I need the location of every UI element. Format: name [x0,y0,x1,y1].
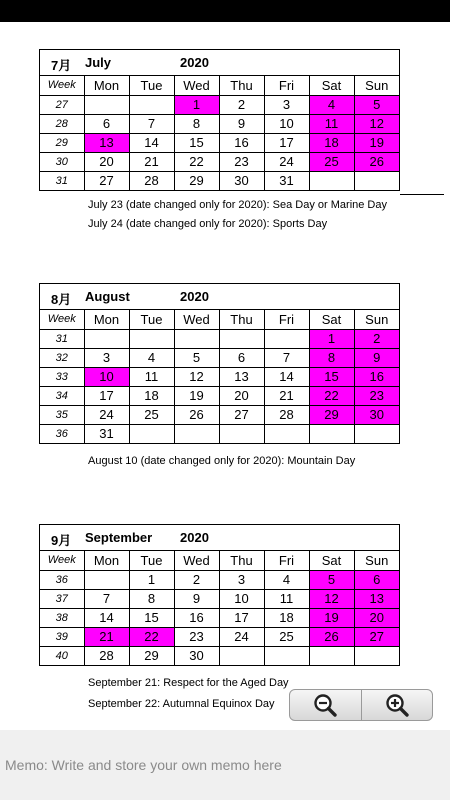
year: 2020 [180,55,209,70]
day-cell[interactable]: 17 [264,133,309,152]
empty-day-cell [129,95,174,114]
calendar-grid [40,551,399,665]
day-cell[interactable]: 27 [219,405,264,424]
day-cell[interactable]: 16 [354,367,399,386]
month-number: 7月 [51,58,72,73]
weekday-header: Tue [129,310,174,329]
day-cell[interactable]: 10 [84,367,129,386]
day-cell[interactable]: 9 [354,348,399,367]
day-cell[interactable]: 12 [174,367,219,386]
empty-day-cell [354,424,399,443]
week-number: 28 [40,114,84,133]
day-cell[interactable]: 23 [219,152,264,171]
week-number: 27 [40,95,84,114]
week-number: 31 [40,329,84,348]
week-row [40,405,399,424]
weekday-header: Thu [219,551,264,570]
week-header: Week [40,551,84,570]
day-cell[interactable]: 28 [264,405,309,424]
zoom-in-magnifier-icon [384,692,410,718]
status-bar [0,0,450,22]
weekday-header: Fri [264,310,309,329]
day-cell[interactable]: 18 [264,608,309,627]
day-cell[interactable]: 13 [219,367,264,386]
month-number: 8月 [51,292,72,307]
calendar-header [40,525,399,551]
day-cell[interactable]: 19 [354,133,399,152]
day-cell[interactable]: 12 [354,114,399,133]
year: 2020 [180,289,209,304]
day-cell[interactable]: 13 [354,589,399,608]
empty-day-cell [129,329,174,348]
week-row [40,367,399,386]
empty-day-cell [354,171,399,190]
month-name: September [85,530,153,545]
week-header: Week [40,310,84,329]
day-cell[interactable]: 24 [219,627,264,646]
weekday-header: Thu [219,310,264,329]
day-cell[interactable]: 15 [309,367,354,386]
week-number: 29 [40,133,84,152]
day-cell[interactable]: 18 [129,386,174,405]
day-cell[interactable]: 23 [174,627,219,646]
empty-day-cell [309,171,354,190]
day-cell[interactable]: 21 [129,152,174,171]
day-cell[interactable]: 16 [174,608,219,627]
weekday-header: Thu [219,76,264,95]
week-row [40,424,399,443]
day-cell[interactable]: 25 [129,405,174,424]
day-cell[interactable]: 13 [84,133,129,152]
holiday-note: August 10 (date changed only for 2020): Mountain Day [88,455,356,467]
empty-day-cell [174,424,219,443]
divider-line [400,194,444,195]
calendar-july [39,49,400,191]
zoom-in-button[interactable] [361,690,433,720]
calendar-august [39,283,400,444]
week-number: 33 [40,367,84,386]
zoom-out-magnifier-icon [312,692,338,718]
empty-day-cell [354,646,399,665]
week-number: 32 [40,348,84,367]
week-row [40,171,399,190]
day-cell[interactable]: 11 [264,589,309,608]
holiday-note: July 24 (date changed only for 2020): Sports Day [88,218,328,230]
day-cell[interactable]: 26 [174,405,219,424]
empty-day-cell [219,329,264,348]
day-cell[interactable]: 2 [354,329,399,348]
day-cell[interactable]: 22 [174,152,219,171]
calendar-header [40,284,399,310]
week-number: 37 [40,589,84,608]
day-cell[interactable]: 24 [264,152,309,171]
day-cell[interactable]: 30 [219,171,264,190]
month-number: 9月 [51,533,72,548]
day-cell[interactable]: 1 [129,570,174,589]
day-cell[interactable]: 28 [129,171,174,190]
empty-day-cell [264,424,309,443]
weekday-header: Mon [84,76,129,95]
week-row [40,589,399,608]
day-cell[interactable]: 8 [174,114,219,133]
day-cell[interactable]: 19 [174,386,219,405]
day-cell[interactable]: 1 [309,329,354,348]
weekday-header: Tue [129,76,174,95]
day-cell[interactable]: 16 [219,133,264,152]
day-cell[interactable]: 27 [354,627,399,646]
day-cell[interactable]: 30 [174,646,219,665]
week-number: 35 [40,405,84,424]
day-cell[interactable]: 26 [309,627,354,646]
day-cell[interactable]: 29 [174,171,219,190]
day-cell[interactable]: 17 [219,608,264,627]
empty-day-cell [84,570,129,589]
week-row [40,386,399,405]
day-cell[interactable]: 10 [219,589,264,608]
day-cell[interactable]: 20 [354,608,399,627]
week-row [40,646,399,665]
day-cell[interactable]: 26 [354,152,399,171]
holiday-note: September 22: Autumnal Equinox Day [88,698,275,710]
holiday-note: July 23 (date changed only for 2020): Sea Day or Marine Day [88,199,387,211]
weekday-header: Mon [84,310,129,329]
day-cell[interactable]: 4 [264,570,309,589]
weekday-header: Fri [264,551,309,570]
calendar-grid [40,310,399,443]
memo-placeholder: Memo: Write and store your own memo here [5,757,282,773]
day-cell[interactable]: 21 [84,627,129,646]
day-cell[interactable]: 6 [354,570,399,589]
day-cell[interactable]: 24 [84,405,129,424]
day-cell[interactable]: 6 [219,348,264,367]
week-number: 38 [40,608,84,627]
week-number: 36 [40,424,84,443]
day-cell[interactable]: 8 [309,348,354,367]
week-number: 40 [40,646,84,665]
calendar-grid [40,76,399,190]
week-row [40,133,399,152]
day-cell[interactable]: 14 [84,608,129,627]
holiday-note: September 21: Respect for the Aged Day [88,677,289,689]
week-row [40,348,399,367]
day-cell[interactable]: 1 [174,95,219,114]
week-row [40,152,399,171]
day-cell[interactable]: 23 [354,386,399,405]
empty-day-cell [174,329,219,348]
weekday-header: Fri [264,76,309,95]
week-number: 31 [40,171,84,190]
weekday-header: Wed [174,310,219,329]
day-cell[interactable]: 2 [174,570,219,589]
day-cell[interactable]: 31 [264,171,309,190]
month-name: August [85,289,130,304]
day-cell[interactable]: 12 [309,589,354,608]
day-cell[interactable]: 29 [309,405,354,424]
day-cell[interactable]: 6 [84,114,129,133]
week-number: 39 [40,627,84,646]
day-cell[interactable]: 4 [129,348,174,367]
day-cell[interactable]: 7 [129,114,174,133]
day-cell[interactable]: 28 [84,646,129,665]
day-cell[interactable]: 5 [174,348,219,367]
day-cell[interactable]: 30 [354,405,399,424]
week-row [40,95,399,114]
day-cell[interactable]: 7 [264,348,309,367]
day-cell[interactable]: 18 [309,133,354,152]
day-cell[interactable]: 20 [84,152,129,171]
day-cell[interactable]: 3 [264,95,309,114]
weekday-header: Sun [354,310,399,329]
day-cell[interactable]: 9 [174,589,219,608]
day-cell[interactable]: 29 [129,646,174,665]
weekday-header: Mon [84,551,129,570]
day-cell[interactable]: 15 [174,133,219,152]
weekday-header-row [40,310,399,329]
weekday-header-row [40,551,399,570]
weekday-header: Wed [174,76,219,95]
empty-day-cell [309,424,354,443]
day-cell[interactable]: 17 [84,386,129,405]
memo-field[interactable] [0,730,450,800]
weekday-header: Sat [309,76,354,95]
day-cell[interactable]: 10 [264,114,309,133]
empty-day-cell [264,646,309,665]
day-cell[interactable]: 9 [219,114,264,133]
day-cell[interactable]: 4 [309,95,354,114]
day-cell[interactable]: 15 [129,608,174,627]
day-cell[interactable]: 25 [309,152,354,171]
week-row [40,627,399,646]
calendar-header [40,50,399,76]
day-cell[interactable]: 25 [264,627,309,646]
week-row [40,114,399,133]
empty-day-cell [309,646,354,665]
weekday-header-row [40,76,399,95]
weekday-header: Sat [309,551,354,570]
day-cell[interactable]: 8 [129,589,174,608]
empty-day-cell [264,329,309,348]
day-cell[interactable]: 14 [129,133,174,152]
day-cell[interactable]: 3 [219,570,264,589]
week-number: 30 [40,152,84,171]
month-name: July [85,55,112,70]
day-cell[interactable]: 11 [129,367,174,386]
week-number: 36 [40,570,84,589]
weekday-header: Sun [354,76,399,95]
day-cell[interactable]: 3 [84,348,129,367]
empty-day-cell [84,329,129,348]
day-cell[interactable]: 5 [309,570,354,589]
day-cell[interactable]: 20 [219,386,264,405]
day-cell[interactable]: 2 [219,95,264,114]
weekday-header: Sat [309,310,354,329]
empty-day-cell [219,424,264,443]
week-header: Week [40,76,84,95]
zoom-out-button[interactable] [290,690,361,720]
week-row [40,570,399,589]
day-cell[interactable]: 21 [264,386,309,405]
empty-day-cell [84,95,129,114]
zoom-control [289,689,433,721]
empty-day-cell [219,646,264,665]
day-cell[interactable]: 7 [84,589,129,608]
week-row [40,329,399,348]
week-row [40,608,399,627]
weekday-header: Sun [354,551,399,570]
weekday-header: Tue [129,551,174,570]
day-cell[interactable]: 14 [264,367,309,386]
day-cell[interactable]: 11 [309,114,354,133]
day-cell[interactable]: 27 [84,171,129,190]
weekday-header: Wed [174,551,219,570]
day-cell[interactable]: 5 [354,95,399,114]
week-number: 34 [40,386,84,405]
year: 2020 [180,530,209,545]
day-cell[interactable]: 31 [84,424,129,443]
day-cell[interactable]: 19 [309,608,354,627]
empty-day-cell [129,424,174,443]
day-cell[interactable]: 22 [309,386,354,405]
day-cell[interactable]: 22 [129,627,174,646]
calendar-september [39,524,400,666]
